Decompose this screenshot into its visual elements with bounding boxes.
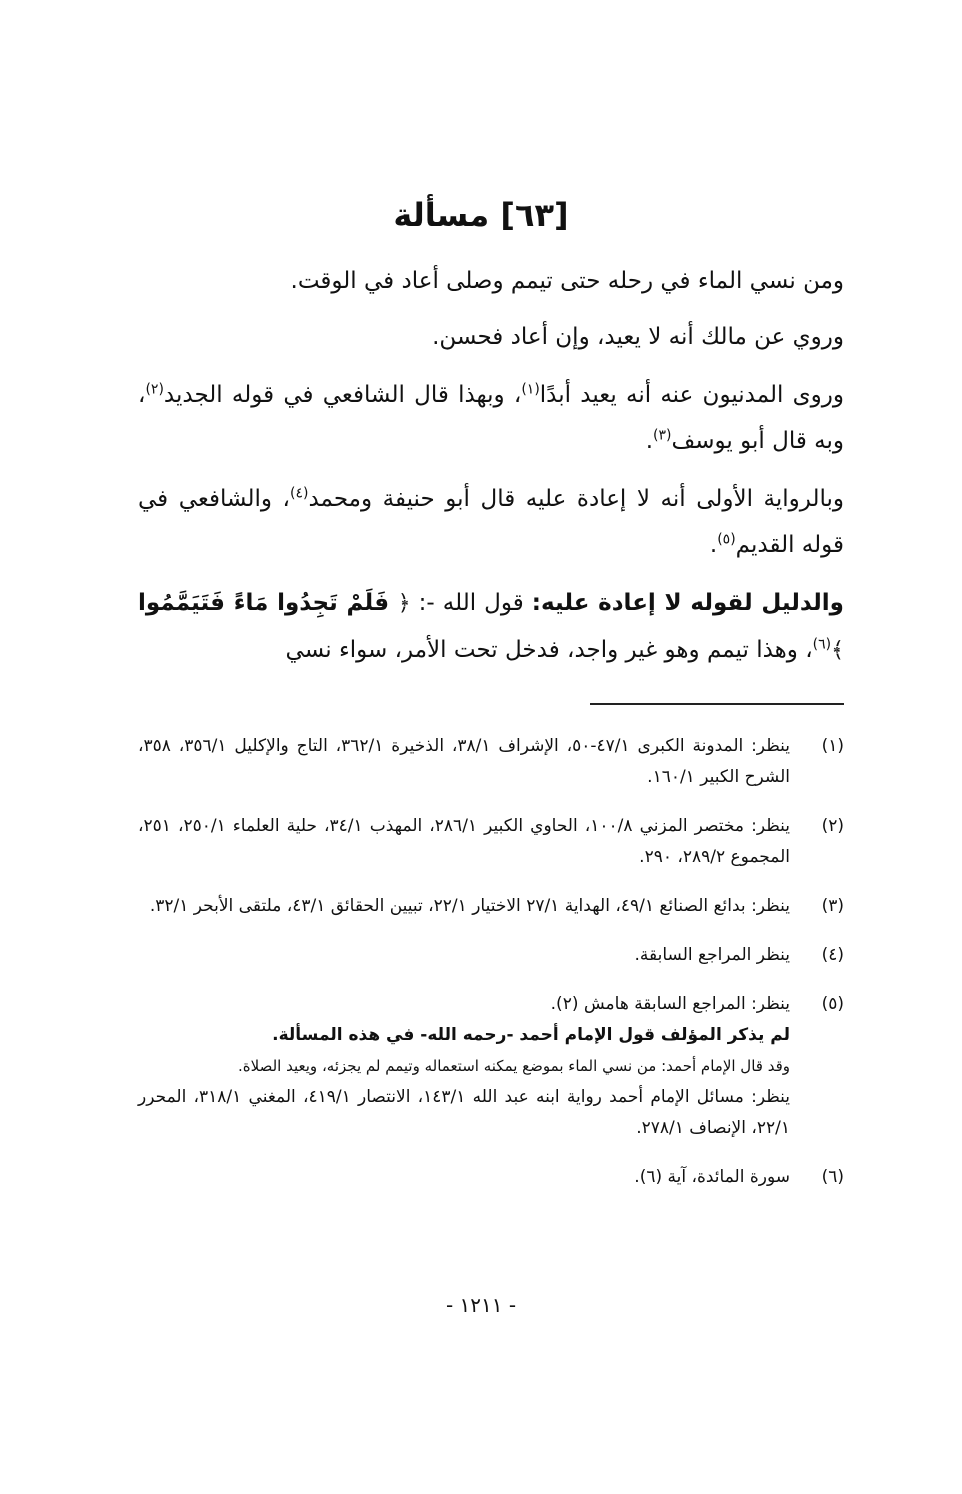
main-text [138,258,844,686]
footnote-separator [590,703,844,705]
footnote-line: ينظر المراجع السابقة. [634,945,790,965]
footnote-ref-4[interactable]: (٤) [289,485,309,502]
footnotes-section [138,731,844,1211]
footnote-line: سورة المائدة، آية (٦). [634,1167,790,1187]
footnote-line: ينظر: المدونة الكبرى ٤٧/١-٥٠، الإشراف ٣٨/١، الذخيرة ٣٦٢/١، التاج والإكليل ٣٥٦/١، ٣٥٨، الشرح الكبير ١٦٠/١. [138,736,790,787]
footnote-number: (٣) [821,896,844,916]
footnote-1 [138,731,844,793]
footnote-text [138,989,790,1144]
footnote-number: (١) [821,736,844,756]
quran-quote: فَلَمْ تَجِدُوا مَاءً فَتَيَمَّمُوا [138,590,398,616]
footnote-ref-3[interactable]: (٣) [653,427,672,444]
footnote-number: (٥) [821,994,844,1014]
footnote-line: ينظر: المراجع السابقة هامش (٢). [550,994,790,1014]
footnote-text [138,940,790,971]
footnote-line: ينظر: مسائل الإمام أحمد رواية ابنه عبد الله ١٤٣/١، الانتصار ٤١٩/١، المغني ٣١٨/١، المحرر ٢٢/١، الإنصاف ٢٧٨/١. [138,1087,791,1138]
footnote-ref-2[interactable]: (٢) [145,381,164,398]
footnote-line: لم يذكر المؤلف قول الإمام أحمد -رحمه الله- في هذه المسألة. [272,1025,790,1045]
paragraph-5-text-b: ، وهذا تيمم وهو غير واجد، فدخل تحت الأمر، سواء نسي [285,637,813,663]
footnote-ref-6[interactable]: (٦) [812,636,832,653]
paragraph-3-text-a: وروى المدنيون عنه أنه يعيد أبدًا [539,382,844,408]
footnote-text [138,811,790,873]
footnote-5 [138,989,844,1144]
footnote-text [138,891,790,922]
paragraph-3-text-d: . [645,428,653,454]
footnote-line: وقد قال الإمام أحمد: من نسي الماء بموضع يمكنه استعماله وتيمم لم يجزئه، ويعيد الصلاة. [238,1057,790,1075]
footnote-number: (٢) [821,816,844,836]
paragraph-3-text-c: ، وبه قال أبو يوسف [138,382,844,454]
footnote-ref-1[interactable]: (١) [521,381,540,398]
footnote-line: ينظر: مختصر المزني ١٠٠/٨، الحاوي الكبير ٢٨٦/١، المهذب ٣٤/١، حلية العلماء ٢٥٠/١، ٢٥١، المجموع ٢٨٩/٢، ٢٩٠. [138,816,790,867]
paragraph-5 [138,580,844,674]
evidence-lead: والدليل لقوله لا إعادة عليه: [531,590,844,616]
footnote-4 [138,940,844,971]
footnote-line: ينظر: بدائع الصنائع ٤٩/١، الهداية ٢٧/١ الاختيار ٢٢/١، تبيين الحقائق ٤٣/١، ملتقى الأبحر ٣٢/١. [149,896,790,916]
paragraph-3 [138,372,844,464]
paragraph-3-text-b: ، وبهذا قال الشافعي في قوله الجديد [163,382,522,408]
paragraph-2: وروي عن مالك أنه لا يعيد، وإن أعاد فحسن. [432,324,844,350]
paragraph-4-text-b: ، والشافعي في قوله القديم [138,486,844,558]
footnote-2 [138,811,844,873]
paragraph-4-text-c: . [709,532,718,558]
quran-close-bracket: ﴾ [831,638,844,663]
paragraph-4 [138,476,844,568]
paragraph-4-text-a: وبالرواية الأولى أنه لا إعادة عليه قال أبو حنيفة ومحمد [308,486,844,512]
quran-open-bracket: ﴿ [397,591,411,616]
footnote-3 [138,891,844,922]
footnote-text [138,1162,790,1193]
footnote-ref-5[interactable]: (٥) [717,531,736,548]
paragraph-5-text-a: قول الله -: [410,590,532,616]
paragraph-1: ومن نسي الماء في رحله حتى تيمم وصلى أعاد في الوقت. [290,268,844,294]
page-number: - ١٢١١ - [445,1293,517,1317]
issue-heading: [٦٣] مسألة [393,196,569,234]
footnote-text [138,731,790,793]
footnote-6 [138,1162,844,1193]
footnote-number: (٦) [821,1167,844,1187]
footnote-number: (٤) [821,945,844,965]
